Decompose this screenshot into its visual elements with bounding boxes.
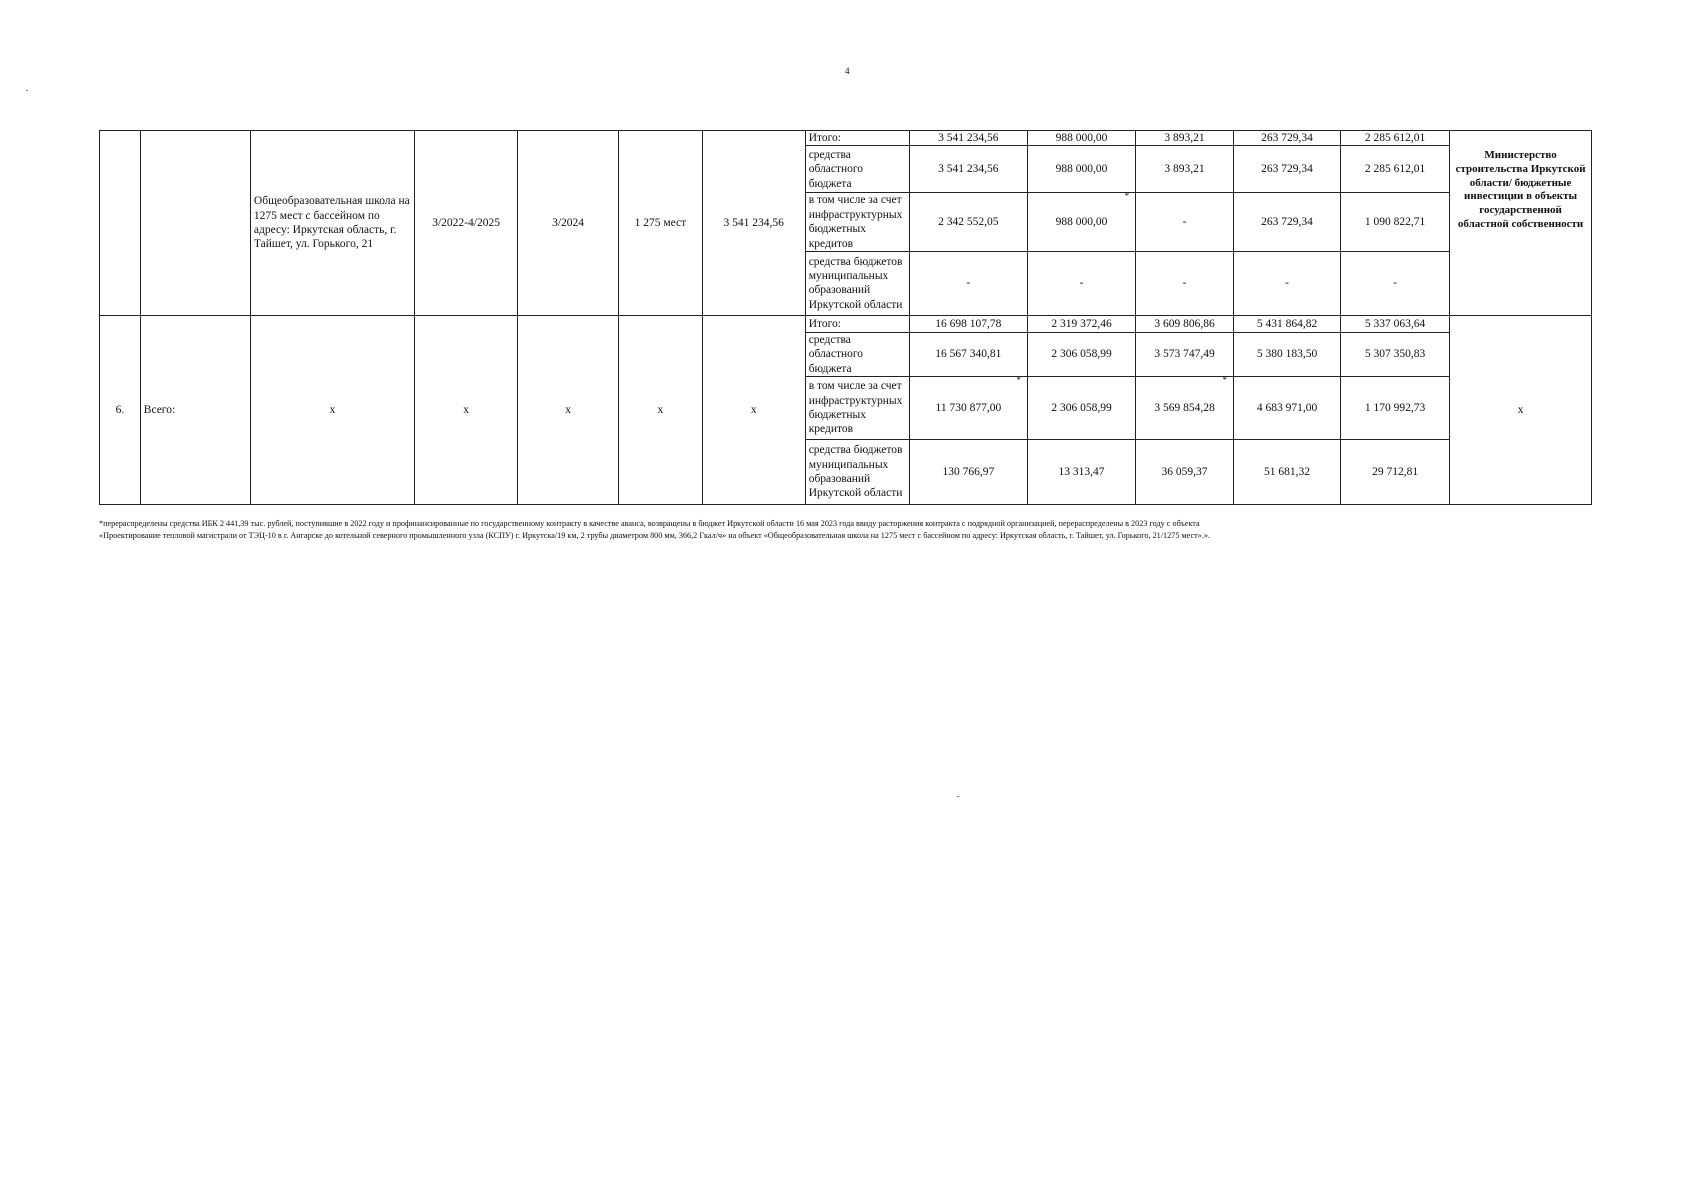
row-label: средства бюджетов муниципальных образований Иркутской области (805, 440, 909, 505)
table-row (100, 131, 1592, 146)
footnote (99, 518, 1599, 542)
value-cell: 988 000,00 (1028, 146, 1136, 193)
value-cell: 2 285 612,01 (1341, 146, 1450, 193)
value-text: 988 000,00 (1055, 215, 1108, 228)
total-title: Всего: (140, 315, 250, 504)
row-label: в том числе за счет инфраструктурных бюджетных кредитов (805, 193, 909, 252)
value-cell: 2 342 552,05 (909, 193, 1027, 252)
value-cell: 263 729,34 (1233, 131, 1340, 146)
value-cell: 3 609 806,86 (1136, 315, 1234, 332)
scan-speck (957, 796, 959, 797)
footnote-line: «Проектирование тепловой магистрали от ТЭЦ-10 в г. Ангарске до котельной северного промышленного узла (КСПУ) г. Иркутска/19 км, 2 трубы диаметром 800 мм, 366,2 Гкал/ч» на объект «Общеобразовательная школа на 1275 мест с бассейном по адресу: Иркутская область, г. Тайшет, ул. Горького, 21/1275 мест».». (99, 531, 1210, 540)
value-cell: 2 285 612,01 (1341, 131, 1450, 146)
row-label: в том числе за счет инфраструктурных бюджетных кредитов (805, 377, 909, 440)
row-number-cell (100, 131, 141, 316)
value-cell: 3 573 747,49 (1136, 332, 1234, 376)
value-cell: 263 729,34 (1233, 146, 1340, 193)
page-number: 4 (845, 66, 850, 76)
object-period: 3/2022-4/2025 (415, 131, 518, 316)
value-cell: - (1136, 193, 1234, 252)
x-cell: x (415, 315, 518, 504)
row-title-cell (140, 131, 250, 316)
value-cell: 5 337 063,64 (1341, 315, 1450, 332)
table-row (100, 315, 1592, 332)
row-label: Итого: (805, 131, 909, 146)
value-cell: 263 729,34 (1233, 193, 1340, 252)
value-cell: 51 681,32 (1233, 440, 1340, 505)
value-cell: 29 712,81 (1341, 440, 1450, 505)
value-cell: 4 683 971,00 (1233, 377, 1340, 440)
value-cell: 130 766,97 (909, 440, 1027, 505)
ministry-cell: Министерство строительства Иркутской области/ бюджетные инвестиции в объекты государственной областной собственности (1450, 131, 1592, 316)
value-cell-marked (909, 377, 1027, 440)
object-estimate: 3 541 234,56 (702, 131, 805, 316)
value-cell: 16 567 340,81 (909, 332, 1027, 376)
total-number: 6. (100, 315, 141, 504)
footnote-line: *перераспределены средства ИБК 2 441,39 тыс. рублей, поступившие в 2022 году и профинансированные по государственному контракту в качестве аванса, возвращены в бюджет Иркутской области 16 мая 2023 года ввиду расторжения контракта с подрядной организацией, перераспределены в 2023 году с объекта (99, 519, 1200, 528)
value-cell: - (1233, 251, 1340, 315)
object-completion: 3/2024 (518, 131, 619, 316)
value-cell: 3 541 234,56 (909, 131, 1027, 146)
value-cell: - (909, 251, 1027, 315)
value-cell: 5 307 350,83 (1341, 332, 1450, 376)
footnote-star: * (1016, 375, 1021, 385)
value-cell: 988 000,00 (1028, 131, 1136, 146)
value-cell: 3 893,21 (1136, 131, 1234, 146)
value-cell: 1 090 822,71 (1341, 193, 1450, 252)
value-cell: - (1341, 251, 1450, 315)
value-cell-marked (1136, 377, 1234, 440)
scan-speck (26, 90, 28, 91)
value-cell: 16 698 107,78 (909, 315, 1027, 332)
value-cell: 3 541 234,56 (909, 146, 1027, 193)
object-name: Общеобразовательная школа на 1275 мест с бассейном по адресу: Иркутская область, г. Тайшет, ул. Горького, 21 (250, 131, 414, 316)
row-label: средства бюджетов муниципальных образований Иркутской области (805, 251, 909, 315)
value-cell: - (1136, 251, 1234, 315)
footnote-star: * (1124, 191, 1130, 202)
x-cell: x (1450, 315, 1592, 504)
value-cell: 13 313,47 (1028, 440, 1136, 505)
value-cell: 2 306 058,99 (1028, 377, 1136, 440)
budget-table (99, 130, 1592, 505)
x-cell: x (702, 315, 805, 504)
row-label: средства областного бюджета (805, 332, 909, 376)
x-cell: x (619, 315, 703, 504)
x-cell: x (518, 315, 619, 504)
value-text: 11 730 877,00 (935, 401, 1002, 414)
value-cell: 2 306 058,99 (1028, 332, 1136, 376)
value-cell: - (1028, 251, 1136, 315)
value-cell: 5 431 864,82 (1233, 315, 1340, 332)
footnote-star: * (1222, 375, 1227, 385)
row-label: средства областного бюджета (805, 146, 909, 193)
value-cell: 2 319 372,46 (1028, 315, 1136, 332)
value-cell: 36 059,37 (1136, 440, 1234, 505)
value-text: 3 569 854,28 (1154, 401, 1215, 414)
value-cell-marked (1028, 193, 1136, 252)
row-label: Итого: (805, 315, 909, 332)
x-cell: x (250, 315, 414, 504)
value-cell: 3 893,21 (1136, 146, 1234, 193)
object-capacity: 1 275 мест (619, 131, 703, 316)
value-cell: 1 170 992,73 (1341, 377, 1450, 440)
value-cell: 5 380 183,50 (1233, 332, 1340, 376)
